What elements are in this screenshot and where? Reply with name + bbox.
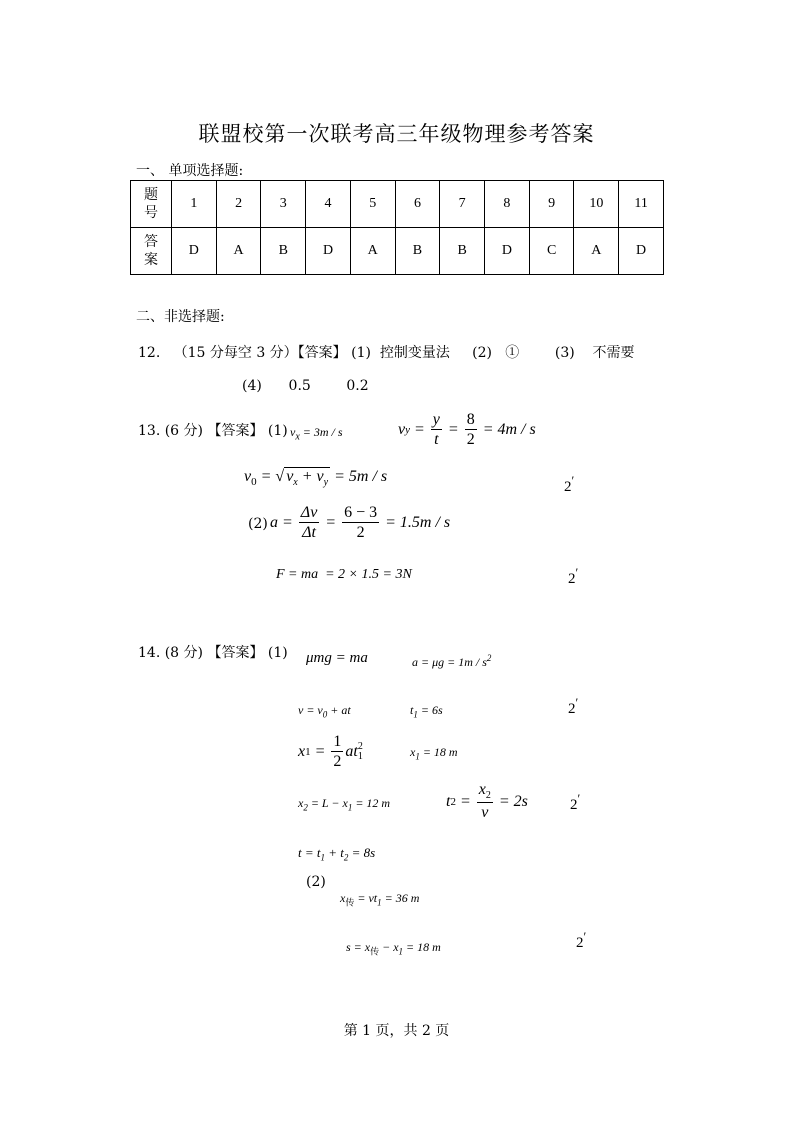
- answer-cell: D: [619, 228, 664, 275]
- q14-score-mark-2: 2′: [570, 792, 581, 813]
- q13-force-equation: F = ma = 2 × 1.5 = 3N: [276, 567, 412, 582]
- table-row-numbers: [131, 181, 664, 228]
- number-cell: 3: [261, 181, 306, 228]
- table-row-answers: [131, 228, 664, 275]
- answer-cell: A: [574, 228, 619, 275]
- header-cell-number: 题 号: [131, 181, 172, 228]
- q13-vx: $v_x = 3m / s$: [290, 425, 343, 443]
- number-cell: 11: [619, 181, 664, 228]
- q14-label: 14. (8 分) 【答案】 (1): [138, 645, 288, 661]
- answer-cell: D: [306, 228, 351, 275]
- number-cell: 2: [216, 181, 261, 228]
- q14-eq-friction: μmg = ma: [306, 650, 368, 666]
- q12-line2: (4) 0.5 0.2: [242, 378, 369, 394]
- number-cell: 4: [306, 181, 351, 228]
- q14-eq-displacement1: x 1 = $\frac{1}{2}$ at 2 1: [298, 733, 363, 770]
- header-cell-answer: 答 案: [131, 228, 172, 275]
- section1-heading: 一、 单项选择题:: [136, 163, 244, 179]
- q13-vy-equation: v y = $\frac{y}{t}$ = $\frac{8}{2}$ = 4m / s: [398, 411, 536, 448]
- answer-cell: B: [261, 228, 306, 275]
- number-cell: 7: [440, 181, 485, 228]
- q13-score-mark-1: 2′: [564, 474, 575, 495]
- q14-score-mark-1: 2′: [568, 696, 579, 717]
- answer-cell: D: [172, 228, 217, 275]
- q14-eq-total-time: $t = t_1 + t_2 = 8s$: [298, 845, 376, 863]
- q13-v0-equation: $v_0$ = √ $v_x + v_y = 5m / s$: [244, 468, 388, 489]
- number-cell: 10: [574, 181, 619, 228]
- q14-eq-time2: t 2 = $\frac{x_2}{v}$ = 2s: [446, 781, 528, 822]
- q14-eq-acceleration: $a = \mu g = 1m / s^2$: [412, 653, 492, 669]
- number-cell: 1: [172, 181, 217, 228]
- q14-eq-relative-displacement: $s = x_传 - x_1 = 18$ m: [346, 940, 441, 957]
- q12-line1: 12. （15 分每空 3 分）【答案】 (1) 控制变量法 (2) ① (3) 不需要: [138, 345, 635, 361]
- page-footer: 第 1 页，共 2 页: [343, 1023, 450, 1039]
- number-cell: 9: [529, 181, 574, 228]
- page-title: 联盟校第一次联考高三年级物理参考答案: [198, 122, 595, 146]
- q14-eq-time1: $t_1 = 6s$: [410, 703, 443, 720]
- q14-part2-label: (2): [306, 874, 326, 890]
- q14-score-mark-3: 2′: [576, 930, 587, 951]
- q14-eq-belt-displacement: $x_传 = vt_1 = 36$ m: [340, 891, 420, 908]
- answer-cell: B: [395, 228, 440, 275]
- answer-cell: A: [350, 228, 395, 275]
- number-cell: 6: [395, 181, 440, 228]
- q13-score-mark-2: 2′: [568, 566, 579, 587]
- q13-acceleration-equation: a = $\frac{\Delta v}{\Delta t}$ = $\frac{6 - 3}{2}$ = 1.5m / s: [270, 504, 451, 541]
- section2-heading: 二、非选择题:: [136, 309, 225, 325]
- number-cell: 8: [485, 181, 530, 228]
- q14-eq-x1-value: $x_1 = 18$ m: [410, 745, 458, 762]
- answer-cell: B: [440, 228, 485, 275]
- answer-table: [130, 180, 664, 275]
- q13-part2-label: (2): [248, 516, 268, 532]
- answer-cell: D: [485, 228, 530, 275]
- q13-label: 13. (6 分) 【答案】 (1): [138, 423, 288, 439]
- q14-eq-velocity: $v = v_0$ + at: [298, 703, 351, 720]
- answer-cell: C: [529, 228, 574, 275]
- q14-eq-displacement2: $x_2 = L - x_1 = 12$ m: [298, 796, 391, 813]
- number-cell: 5: [350, 181, 395, 228]
- answer-cell: A: [216, 228, 261, 275]
